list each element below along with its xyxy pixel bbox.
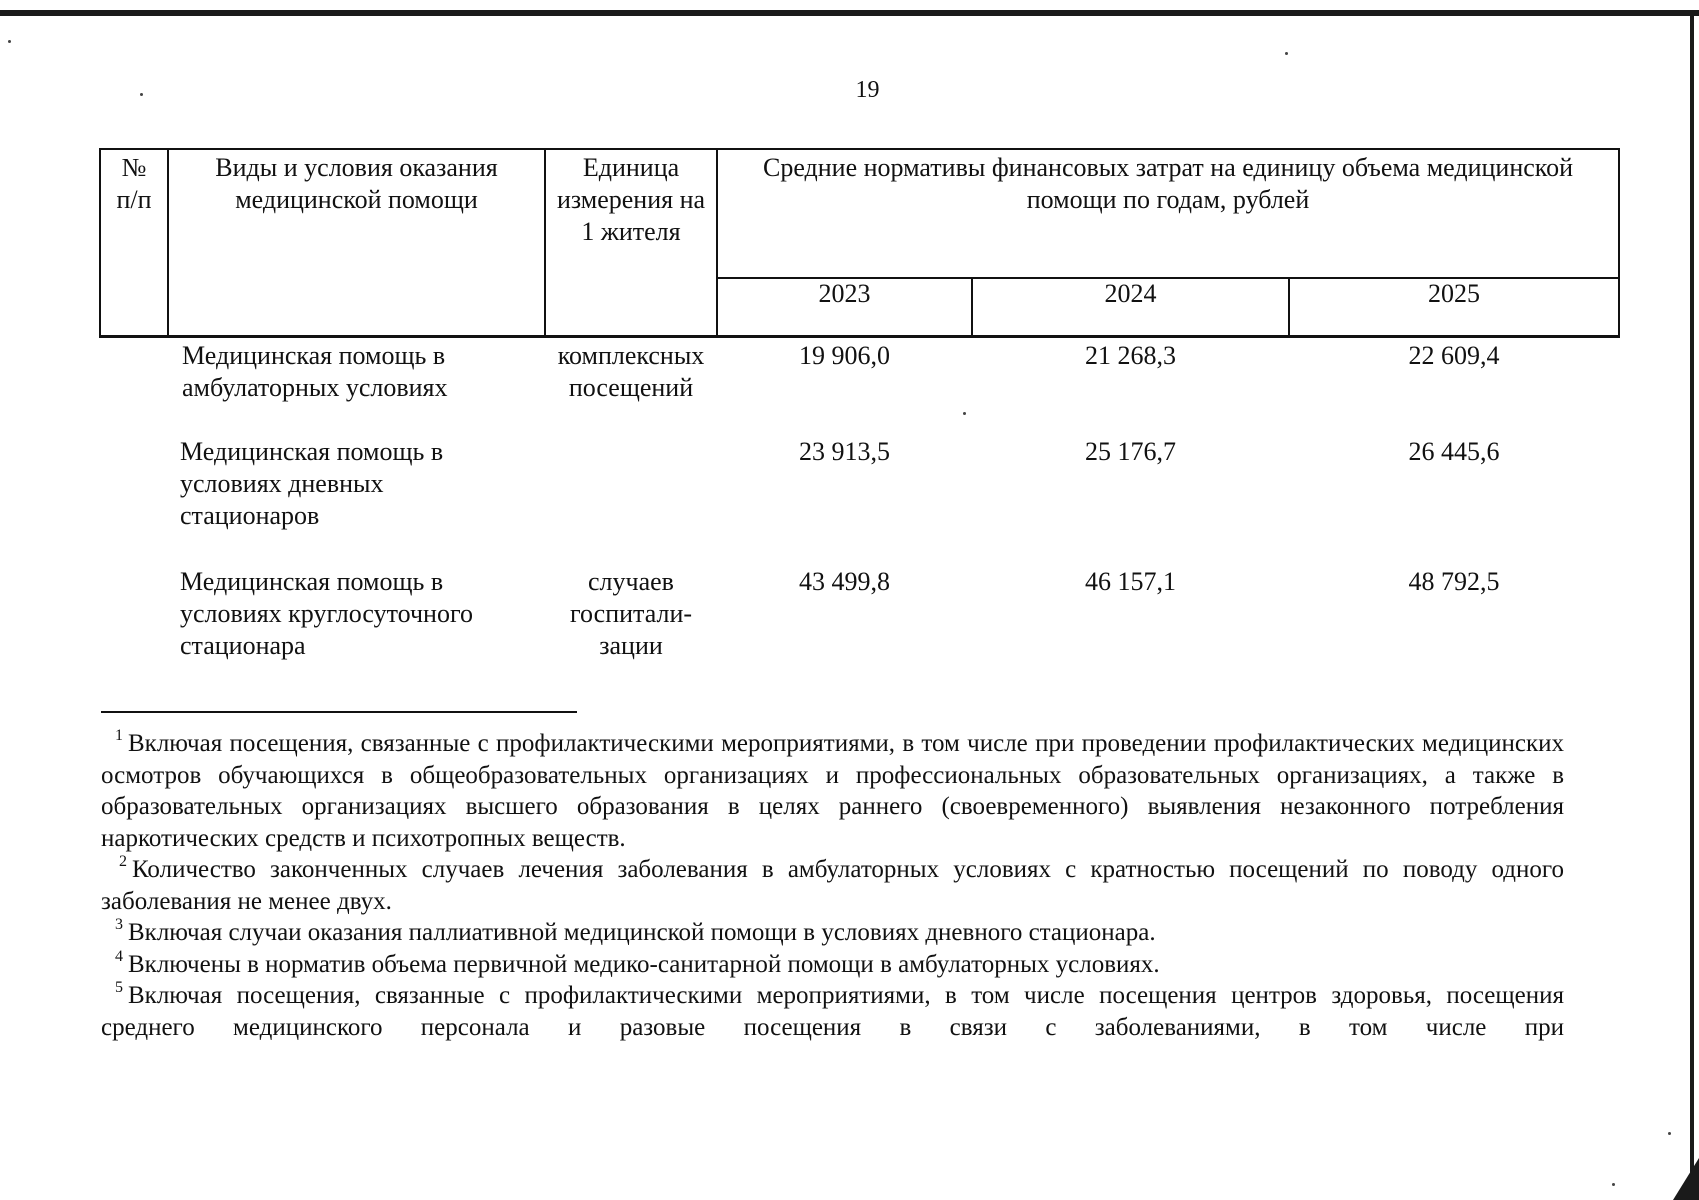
footnotes [101,728,1564,1043]
row-value: 26 445,6 [1408,437,1500,466]
footnote-text: Включая посещения, связанные с профилактическими мероприятиями, в том числе посещения центров здоровья, посещения среднего медицинского персонала и разовые посещения в связи с заболеваниями, в том числе при [101,982,1564,1041]
footnote-mark: 3 [115,916,123,933]
row-value: 21 268,3 [1085,341,1176,370]
header-year: 2024 [1104,279,1157,308]
table-border [1618,148,1620,337]
row-care-type: Медицинская помощь в условиях круглосуточного стационара [180,567,473,660]
header-cost-norms: Средние нормативы финансовых затрат на единицу объема медицинской помощи по годам, рублей [763,153,1573,214]
footnote-text: Включая случаи оказания паллиативной медицинской помощи в условиях дневного стационара. [128,919,1156,946]
header-number: № п/п [116,153,152,214]
footnote [101,728,1564,854]
footnote [101,980,1564,1043]
header-unit: Единица измерения на 1 жителя [556,153,706,246]
row-value: 23 913,5 [799,437,890,466]
header-care-type: Виды и условия оказания медицинской помощи [215,153,498,214]
table-border [99,335,1620,338]
footnote-mark: 5 [115,979,123,996]
table-border [99,148,1620,150]
row-value: 46 157,1 [1085,567,1176,596]
row-care-type: Медицинская помощь в условиях дневных стационаров [180,437,444,530]
row-value: 22 609,4 [1408,341,1500,370]
footnote-mark: 1 [115,727,123,744]
row-value: 19 906,0 [799,341,890,370]
scan-corner-mark [1673,1158,1699,1200]
header-year: 2025 [1428,279,1480,308]
footnote-text: Включены в норматив объема первичной медико-санитарной помощи в амбулаторных условиях. [128,950,1160,978]
footnote [101,854,1564,917]
row-value: 43 499,8 [799,567,890,596]
scan-speck [1668,1132,1671,1135]
scan-speck [1612,1183,1615,1186]
header-year: 2023 [818,279,871,308]
footnote-text: Включая посещения, связанные с профилактическими мероприятиями, в том числе при проведении профилактических медицинских осмотров обучающихся в общеобразовательных организациях и профессиональных образовательных организациях, а также в образовательных организациях высшего образования в целях раннего (своевременного) выявления незаконного потребления наркотических средств и психотропных веществ. [101,730,1564,852]
row-unit: случаев госпитали- зации [569,567,693,660]
footnote-mark: 2 [119,853,127,870]
footnote [101,949,1564,981]
row-care-type: Медицинская помощь в амбулаторных условиях [182,341,448,402]
row-value: 48 792,5 [1408,567,1500,596]
row-unit: комплексных посещений [557,341,705,402]
page-number: 19 [855,77,880,103]
row-value: 25 176,7 [1085,437,1176,466]
footnote-separator [101,711,577,713]
footnote [101,917,1564,949]
footnote-text: Количество законченных случаев лечения заболевания в амбулаторных условиях с кратностью посещений по поводу одного заболевания не менее двух. [101,856,1564,915]
footnote-mark: 4 [115,947,123,965]
